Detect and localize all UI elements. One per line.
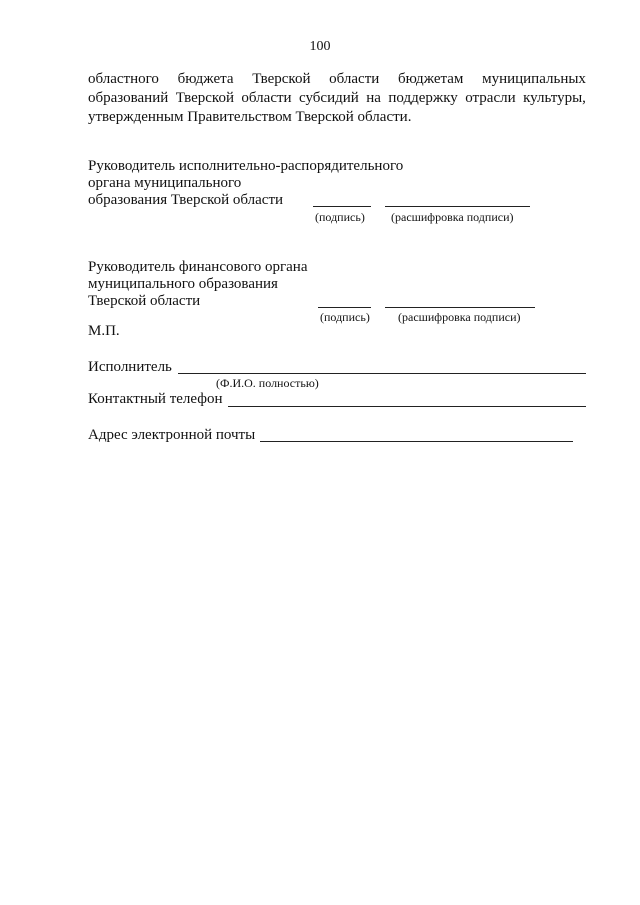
page-number: 100 bbox=[309, 39, 331, 54]
signature-decoding-line-1[interactable] bbox=[385, 206, 530, 207]
intro-word: бюджетам bbox=[397, 71, 464, 87]
signature-line-1[interactable] bbox=[313, 206, 371, 207]
phone-label: Контактный телефон bbox=[88, 391, 223, 407]
intro-word: области bbox=[241, 90, 292, 106]
intro-line-3: утвержденным Правительством Тверской области. bbox=[88, 109, 412, 125]
head-executive-label-line-2: органа муниципального bbox=[88, 175, 242, 191]
decoding-caption-2: (расшифровка подписи) bbox=[398, 310, 521, 324]
intro-word: поддержку bbox=[388, 90, 458, 106]
intro-word: субсидий bbox=[299, 90, 359, 106]
executor-name-line[interactable] bbox=[178, 373, 586, 374]
phone-line[interactable] bbox=[228, 406, 586, 407]
intro-word: культуры, bbox=[523, 90, 586, 106]
stamp-label: М.П. bbox=[88, 323, 120, 339]
intro-word: Тверской bbox=[252, 71, 311, 87]
email-label: Адрес электронной почты bbox=[88, 427, 256, 443]
head-executive-label-line-1: Руководитель исполнительно-распорядительного bbox=[88, 158, 404, 174]
head-finance-label-line-1: Руководитель финансового органа bbox=[88, 259, 308, 275]
executor-label: Исполнитель bbox=[88, 359, 172, 375]
signature-decoding-line-2[interactable] bbox=[385, 307, 535, 308]
intro-word: муниципальных bbox=[482, 71, 586, 87]
intro-word: отрасли bbox=[465, 90, 516, 106]
signature-caption-1: (подпись) bbox=[315, 210, 365, 224]
signature-line-2[interactable] bbox=[318, 307, 371, 308]
intro-line-1 bbox=[88, 70, 586, 88]
executor-caption: (Ф.И.О. полностью) bbox=[216, 376, 319, 390]
head-finance-label-line-3: Тверской области bbox=[88, 293, 201, 309]
intro-word: образований bbox=[88, 90, 169, 106]
email-line[interactable] bbox=[260, 441, 573, 442]
intro-word: областного bbox=[88, 71, 159, 87]
intro-line-2 bbox=[88, 89, 586, 107]
decoding-caption-1: (расшифровка подписи) bbox=[391, 210, 514, 224]
signature-caption-2: (подпись) bbox=[320, 310, 370, 324]
intro-word: на bbox=[366, 90, 381, 106]
head-finance-label-line-2: муниципального образования bbox=[88, 276, 278, 292]
head-executive-label-line-3: образования Тверской области bbox=[88, 192, 284, 208]
intro-word: бюджета bbox=[177, 71, 234, 87]
intro-word: области bbox=[329, 71, 380, 87]
intro-word: Тверской bbox=[175, 90, 234, 106]
